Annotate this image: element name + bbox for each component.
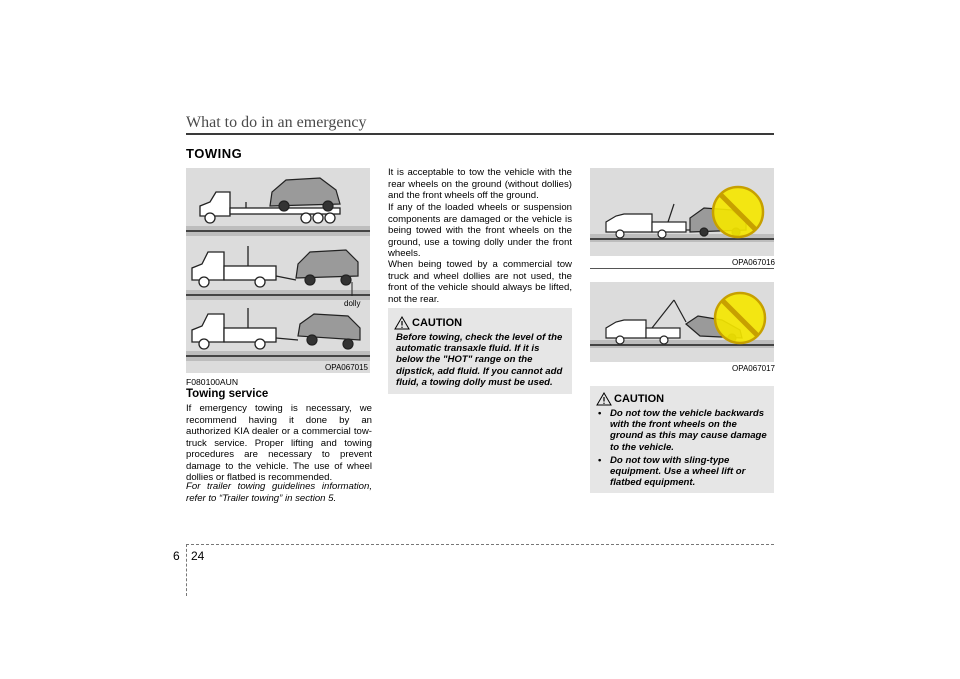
towed-car-dolly <box>296 250 358 285</box>
footer-vertical-rule <box>186 544 187 596</box>
trailer-towing-reference: For trailer towing guidelines information, refer to “Trailer towing” in section 5. <box>186 481 372 504</box>
car-on-flatbed <box>270 178 340 211</box>
caution-text: Before towing, check the level of the automatic transaxle fluid. If it is below the "HOT" range on the dipstick, add fluid. If you cannot add fluid, a towing dolly must be used. <box>396 332 563 388</box>
warning-triangle-icon <box>596 392 612 406</box>
do-not-use-sling-figure <box>590 282 774 362</box>
do-not-use-sling-illustration <box>590 282 774 362</box>
caution-heading: CAUTION <box>412 317 463 329</box>
do-not-tow-backwards-illustration <box>590 168 774 256</box>
section-number: 6 <box>173 549 180 563</box>
figure-divider <box>590 268 774 269</box>
caution-heading: CAUTION <box>614 393 665 405</box>
caution-item: • Do not tow the vehicle backwards with the front wheels on the ground as this may cause damage to the vehicle. <box>596 408 768 453</box>
figure-code: OPA067016 <box>732 258 775 267</box>
section-title: TOWING <box>186 146 243 161</box>
figure-code: OPA067015 <box>325 363 368 372</box>
caution-item: • Do not tow with sling-type equipment. Use a wheel lift or flatbed equipment. <box>596 455 768 489</box>
page-header-title: What to do in an emergency <box>186 114 367 131</box>
towing-service-heading: Towing service <box>186 388 269 400</box>
tow-truck-wheel-lift <box>192 308 298 349</box>
warning-triangle-icon <box>394 316 410 330</box>
towed-car-front-lifted <box>298 314 360 349</box>
page-number: 24 <box>191 549 205 563</box>
towing-dolly-paragraph: If any of the loaded wheels or suspension components are damaged or the vehicle is being towed with the front wheels on the ground, use a towing dolly under the front wheels. <box>388 202 572 259</box>
prohibited-icon <box>713 187 763 237</box>
do-not-tow-backwards-figure <box>590 168 774 256</box>
figure-code: OPA067017 <box>732 364 775 373</box>
footer-rule <box>186 544 774 545</box>
transaxle-caution-box <box>388 308 572 394</box>
towing-methods-illustration <box>186 168 370 373</box>
document-code: F080100AUN <box>186 377 239 387</box>
tow-truck-with-dolly <box>192 246 296 287</box>
commercial-tow-paragraph: When being towed by a commercial tow truck and wheel dollies are not used, the front of the vehicle should always be lifted, not the rear. <box>388 259 572 305</box>
dolly-label: dolly <box>344 299 361 308</box>
caution-list <box>596 408 768 488</box>
towing-service-paragraph: If emergency towing is necessary, we recommend having it done by an authorized KIA dealer or a commercial tow-truck service. Proper lifting and towing procedures are necessary to prevent damage to the vehicle. The use of wheel dollies or flatbed is recommended. <box>186 403 372 483</box>
header-rule <box>186 133 774 135</box>
acceptable-towing-paragraph: It is acceptable to tow the vehicle with the rear wheels on the ground (without dollies) and the front wheels off the ground. <box>388 167 572 201</box>
towing-caution-box <box>590 386 774 493</box>
towing-methods-figure <box>186 168 370 373</box>
